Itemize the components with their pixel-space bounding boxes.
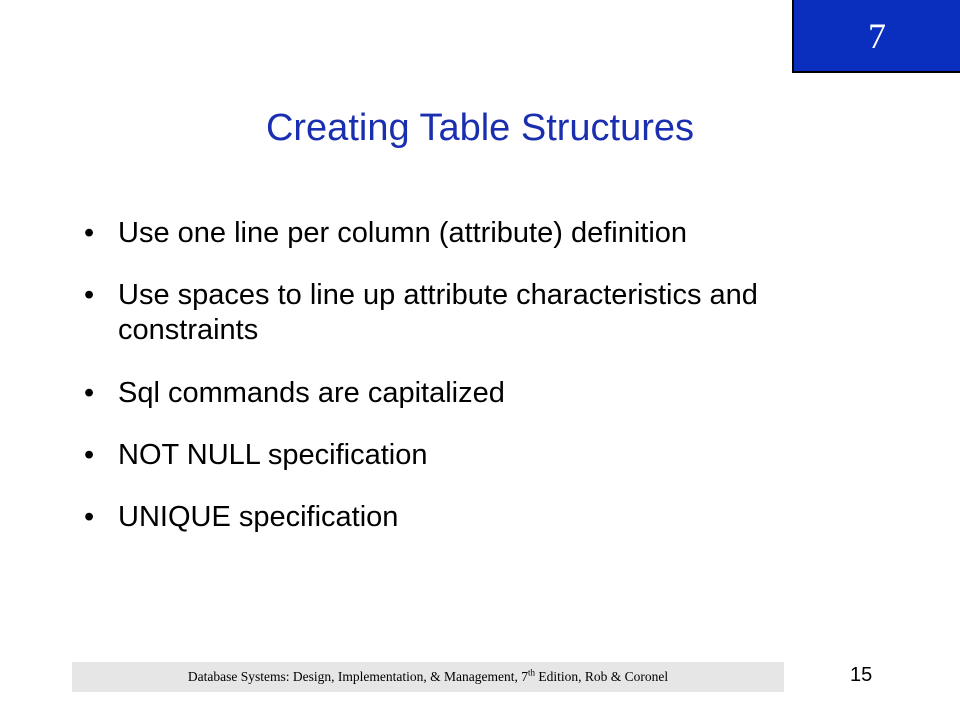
footer-text-main: Database Systems: Design, Implementation, & Management, 7: [187, 669, 528, 684]
footer-bar: [72, 662, 784, 692]
bullet-text: Sql commands are capitalized: [118, 377, 505, 409]
bullet-text: NOT NULL specification: [118, 439, 428, 471]
bullet-dot-icon: •: [84, 439, 95, 471]
bullet-item: [84, 216, 884, 251]
bullet-dot-icon: •: [84, 279, 95, 311]
bullet-text: Use spaces to line up attribute characteristics and constraints: [118, 279, 758, 346]
footer-text-tail: Edition, Rob & Coronel: [534, 669, 669, 684]
bullet-dot-icon: •: [84, 501, 95, 533]
page-number: 15: [850, 664, 873, 686]
slide-title: Creating Table Structures: [265, 107, 695, 149]
bullet-item: [84, 438, 884, 473]
chapter-badge: [792, 0, 960, 73]
bullet-text: Use one line per column (attribute) definition: [118, 217, 688, 249]
bullet-list: [84, 216, 884, 562]
bullet-item: [84, 500, 884, 535]
bullet-item: [84, 278, 884, 348]
chapter-number: 7: [868, 15, 886, 56]
bullet-text: UNIQUE specification: [118, 501, 399, 533]
bullet-dot-icon: •: [84, 217, 95, 249]
footer-citation: [188, 669, 668, 685]
footer-superscript: th: [527, 667, 535, 678]
bullet-dot-icon: •: [84, 377, 95, 409]
bullet-item: [84, 376, 884, 411]
